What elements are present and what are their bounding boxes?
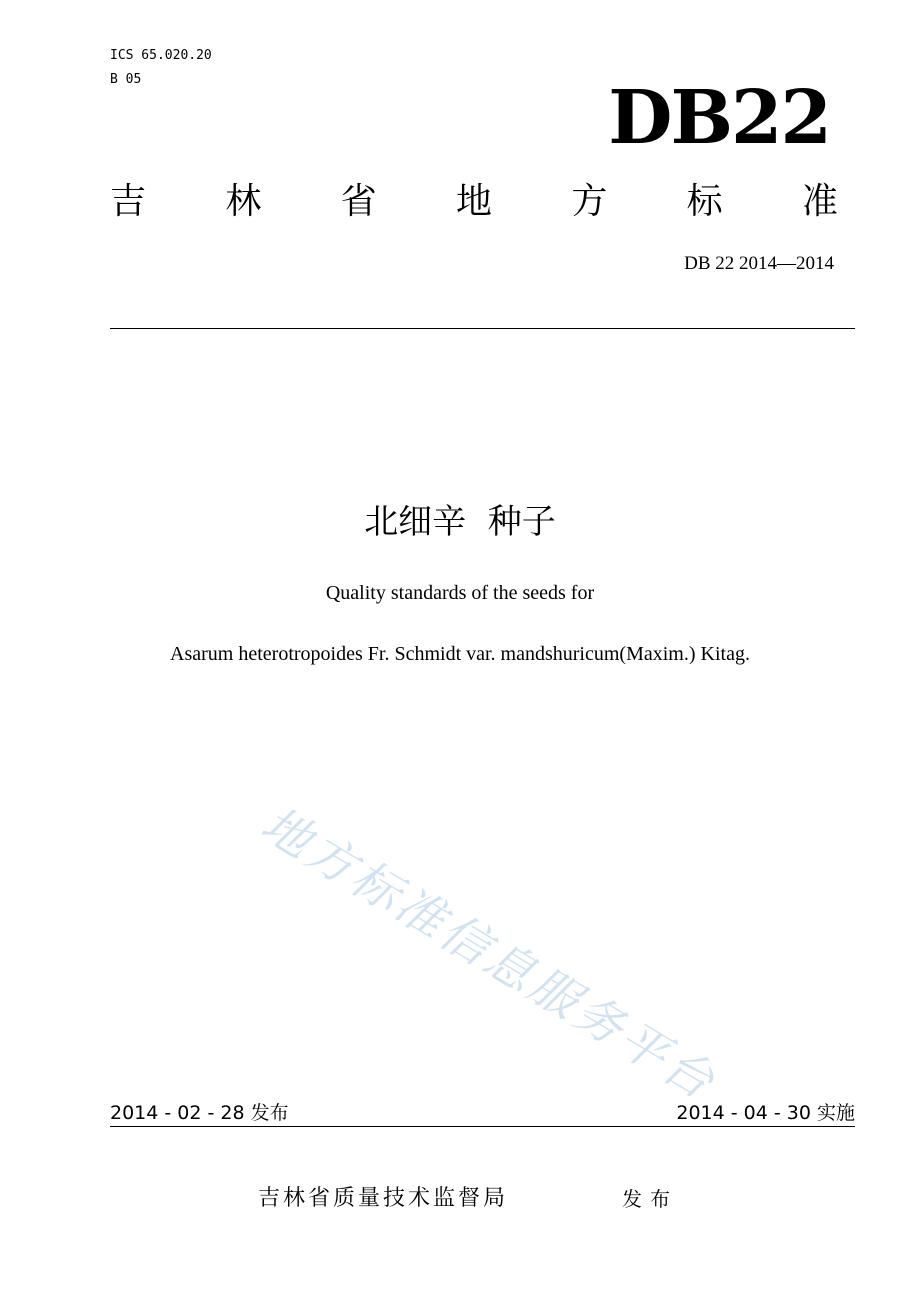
- standard-number: DB 22 2014—2014: [684, 253, 834, 274]
- header-divider: [110, 328, 855, 329]
- ics-code: ICS 65.020.20: [110, 48, 212, 63]
- publisher-name: 吉林省质量技术监督局: [258, 1186, 509, 1211]
- db-mark-logo: DB22: [608, 75, 830, 161]
- document-title-chinese: 北细辛 种子: [364, 502, 556, 542]
- standard-type-char: 标: [686, 181, 723, 222]
- standard-type-char: 准: [801, 181, 838, 222]
- document-title-english-line1: Quality standards of the seeds for: [325, 582, 595, 604]
- standard-type-char: 林: [225, 181, 262, 222]
- standard-type-char: 省: [340, 181, 377, 222]
- standard-type-char: 吉: [110, 181, 147, 222]
- footer-divider: [110, 1126, 855, 1127]
- standard-type-char: 地: [455, 181, 492, 222]
- watermark: 地方标准信息服务平台: [251, 795, 727, 1112]
- issue-label: 发布: [622, 1187, 678, 1211]
- implement-date: 2014 - 04 - 30 实施: [676, 1102, 855, 1124]
- document-title-english-line2: Asarum heterotropoides Fr. Schmidt var. mandshuricum(Maxim.) Kitag.: [170, 643, 750, 665]
- ccs-code: B 05: [110, 72, 142, 87]
- standard-type-char: 方: [571, 181, 608, 222]
- publish-date: 2014 - 02 - 28 发布: [110, 1102, 289, 1124]
- standard-type-heading: [110, 180, 838, 224]
